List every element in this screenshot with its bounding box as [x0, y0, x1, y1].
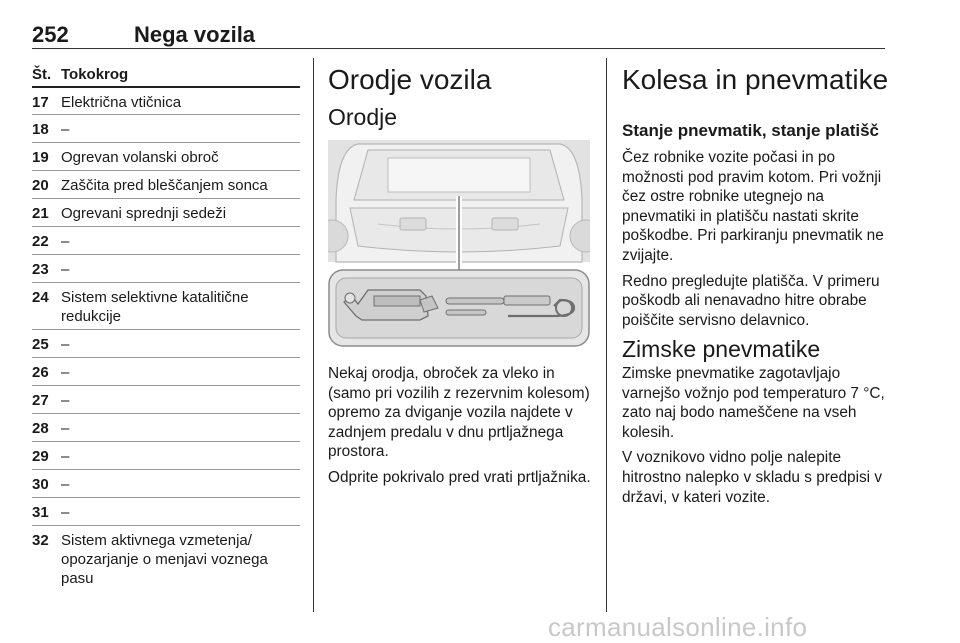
fuse-circuit: Zaščita pred bleščanjem sonca	[61, 177, 268, 194]
fuse-number: 20	[32, 177, 49, 194]
fuse-circuit: Električna vtičnica	[61, 94, 182, 111]
tyre-condition-text	[622, 148, 888, 330]
trunk-tools-illustration	[328, 140, 590, 348]
watermark: carmanualsonline.info	[548, 612, 808, 642]
fuse-number: 31	[32, 504, 49, 521]
fuse-number: 26	[32, 364, 49, 381]
fuse-number: 29	[32, 448, 49, 465]
table-row	[32, 115, 300, 143]
fuse-number: 21	[32, 205, 49, 222]
table-row	[32, 227, 300, 255]
tools-paragraph-2: Odprite pokrivalo pred vrati prtljažnika.	[328, 468, 591, 486]
page-number: 252	[32, 22, 69, 47]
page-header	[32, 22, 885, 50]
fuse-number: 18	[32, 121, 49, 138]
tools-subtitle: Orodje	[328, 104, 398, 130]
fuse-circuit: –	[61, 336, 70, 353]
header-divider	[32, 48, 885, 49]
fuse-circuit: Ogrevan volanski obroč	[61, 149, 219, 166]
fuse-table	[32, 62, 300, 592]
tools-paragraph-1: Nekaj orodja, obroček za vleko in (samo pri vozilih z rezervnim kolesom) opremo za dviganje vozila najdete v zadnjem predalu v dnu prtljažnega prostora.	[328, 365, 590, 461]
fuse-circuit: Ogrevani sprednji sedeži	[61, 205, 227, 222]
winter-tyres-heading: Zimske pnevmatike	[622, 336, 821, 362]
fuse-circuit: –	[61, 420, 70, 437]
table-row	[32, 283, 300, 330]
fuse-number: 17	[32, 94, 49, 111]
column-header-circuit: Tokokrog	[61, 66, 129, 83]
tyre-condition-paragraph-2: Redno pregledujte platišča. V primeru poškodb ali nenavadno hitre obrabe poiščite servisno delavnico.	[622, 272, 880, 329]
fuse-number: 25	[32, 336, 49, 353]
fuse-circuit: –	[61, 476, 70, 493]
table-row	[32, 330, 300, 358]
table-row	[32, 171, 300, 199]
fuse-number: 28	[32, 420, 49, 437]
tools-title: Orodje vozila	[328, 64, 492, 95]
fuse-circuit: –	[61, 364, 70, 381]
fuse-circuit: –	[61, 233, 70, 250]
table-row	[32, 199, 300, 227]
fuse-circuit: –	[61, 392, 70, 409]
table-row	[32, 143, 300, 171]
fuse-circuit: –	[61, 504, 70, 521]
table-row	[32, 526, 300, 592]
winter-tyres-paragraph-2: V voznikovo vidno polje nalepite hitrostno nalepko v skladu s predpisi v državi, v kateri vozite.	[622, 449, 883, 506]
table-row	[32, 442, 300, 470]
column-divider-right	[606, 58, 607, 612]
wheels-title: Kolesa in pnevmatike	[622, 64, 889, 95]
table-header	[32, 62, 300, 88]
fuse-circuit: –	[61, 448, 70, 465]
tyre-condition-paragraph-1: Čez robnike vozite počasi in po možnosti pod pravim kotom. Pri vožnji čez ostre robnike utegnejo na pnevmatiki in platišču nastati skrite poškodbe. Pri parkiranju pnevmatik ne zvijajte.	[622, 149, 884, 264]
section-title: Nega vozila	[134, 22, 256, 47]
column-header-number: Št.	[32, 66, 52, 83]
fuse-number: 32	[32, 532, 49, 549]
column-divider-left	[313, 58, 314, 612]
fuse-number: 19	[32, 149, 49, 166]
table-row	[32, 414, 300, 442]
table-row	[32, 255, 300, 283]
fuse-number: 24	[32, 289, 49, 306]
fuse-number: 22	[32, 233, 49, 250]
fuse-circuit: –	[61, 121, 70, 138]
tyre-condition-heading: Stanje pnevmatik, stanje platišč	[622, 121, 879, 140]
fuse-circuit: –	[61, 261, 70, 278]
fuse-number: 23	[32, 261, 49, 278]
table-row	[32, 358, 300, 386]
fuse-circuit: Sistem selektivne katalitične redukcije	[61, 289, 249, 325]
fuse-number: 27	[32, 392, 49, 409]
table-row	[32, 386, 300, 414]
tools-description	[328, 364, 594, 488]
winter-tyres-text	[622, 364, 888, 507]
table-row	[32, 498, 300, 526]
table-row	[32, 88, 300, 115]
fuse-circuit: Sistem aktivnega vzmetenja/ opozarjanje o menjavi voznega pasu	[61, 532, 268, 587]
table-row	[32, 470, 300, 498]
fuse-number: 30	[32, 476, 49, 493]
winter-tyres-paragraph-1: Zimske pnevmatike zagotavljajo varnejšo vožnjo pod temperaturo 7 °C, zato naj bodo nameščene na vseh kolesih.	[622, 365, 885, 441]
